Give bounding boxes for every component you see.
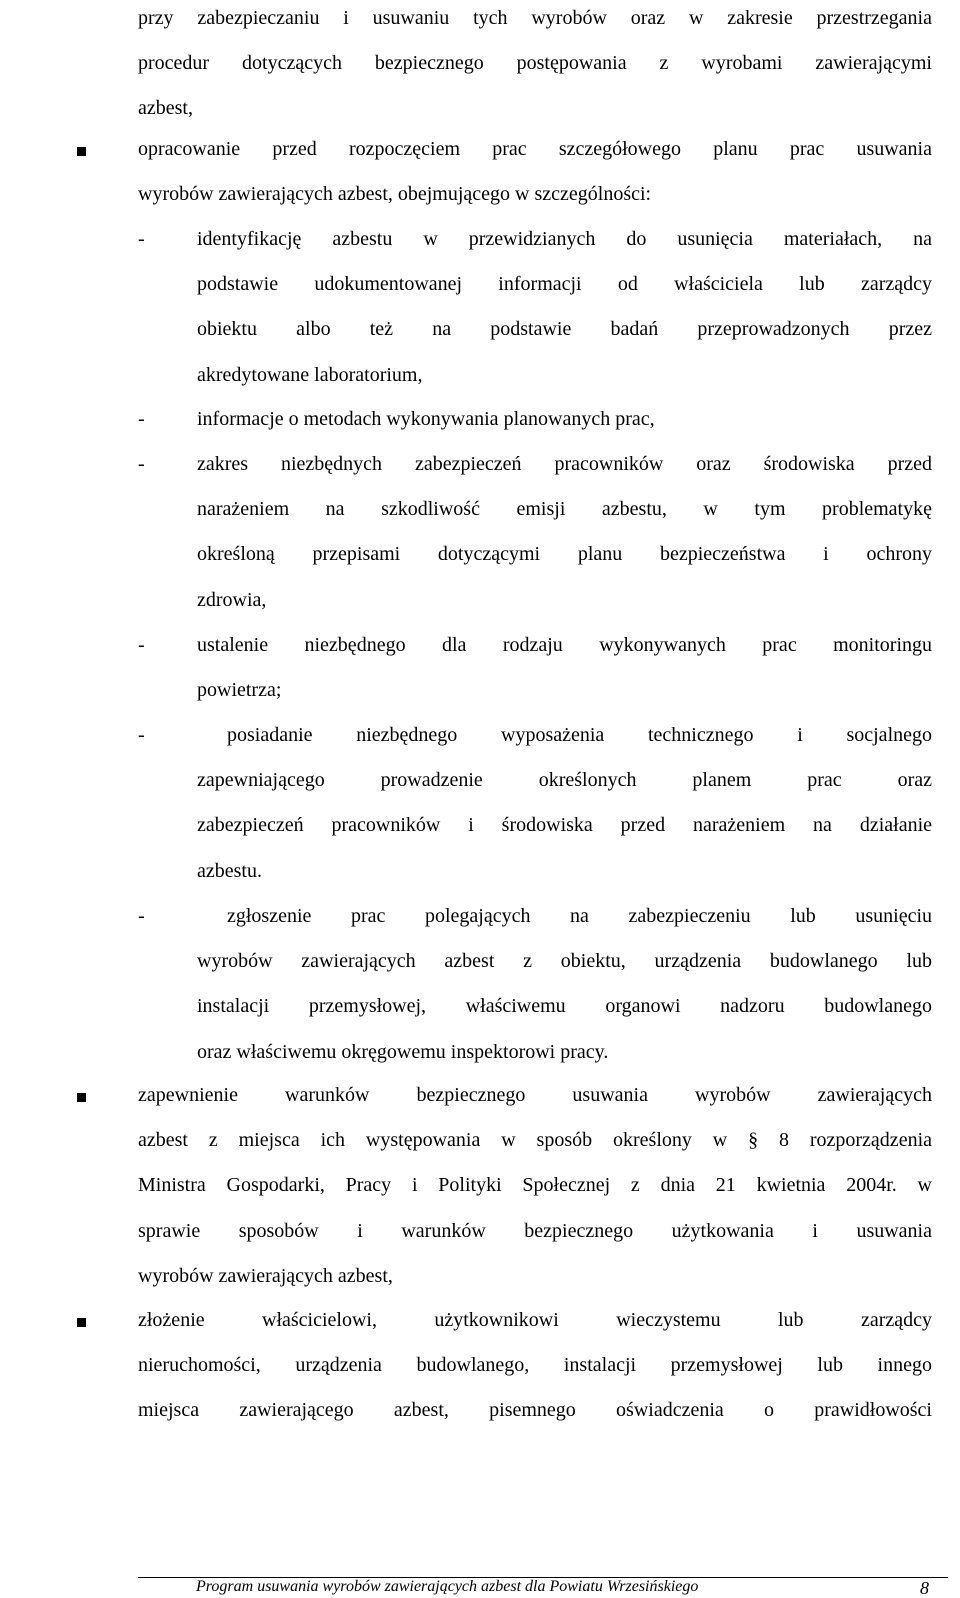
text-line: akredytowane laboratorium,: [197, 363, 423, 386]
text-line: zakres niezbędnych zabezpieczeń pracowników oraz środowiska przed: [197, 453, 932, 475]
text-line: ustalenie niezbędnego dla rodzaju wykonywanych prac monitoringu: [197, 634, 932, 656]
text-line: instalacji przemysłowej, właściwemu organowi nadzoru budowlanego: [197, 995, 932, 1018]
text-line: sprawie sposobów i warunków bezpiecznego użytkowania i usuwania: [138, 1219, 932, 1242]
text-line: podstawie udokumentowanej informacji od właściciela lub zarządcy: [197, 273, 932, 296]
bullet-item-plan: [138, 127, 932, 217]
dash-item-equipment: [197, 713, 932, 894]
bullet-item-conditions: [138, 1073, 932, 1299]
dash-marker: -: [138, 228, 145, 250]
square-bullet-icon: [77, 1093, 86, 1102]
dash-item-identification: [197, 217, 932, 398]
text-line: zapewniającego prowadzenie określonych planem prac oraz: [197, 769, 932, 792]
text-line: wyrobów zawierających azbest, obejmującego w szczególności:: [138, 183, 652, 206]
dash-marker: -: [138, 453, 145, 475]
footer-title: Program usuwania wyrobów zawierających azbest dla Powiatu Wrzesińskiego: [196, 1578, 699, 1595]
text-line: nieruchomości, urządzenia budowlanego, instalacji przemysłowej lub innego: [138, 1354, 932, 1377]
dash-marker: -: [138, 905, 145, 927]
text-line: Ministra Gospodarki, Pracy i Polityki Społecznej z dnia 21 kwietnia 2004r. w: [138, 1174, 932, 1197]
dash-marker: -: [138, 634, 145, 656]
text-line: zgłoszenie prac polegających na zabezpieczeniu lub usunięciu: [227, 905, 932, 927]
text-line: narażeniem na szkodliwość emisji azbestu, w tym problematykę: [197, 498, 932, 521]
dash-marker: -: [138, 408, 145, 430]
text-line: określoną przepisami dotyczącymi planu bezpieczeństwa i ochrony: [197, 543, 932, 566]
text-line: oraz właściwemu okręgowemu inspektorowi pracy.: [197, 1040, 609, 1063]
paragraph-top: [138, 0, 932, 132]
text-line: azbest,: [138, 97, 193, 120]
text-line: posiadanie niezbędnego wyposażenia technicznego i socjalnego: [227, 724, 932, 746]
text-line: azbest z miejsca ich występowania w sposób określony w § 8 rozporządzenia: [138, 1129, 932, 1152]
text-line: procedur dotyczących bezpiecznego postępowania z wyrobami zawierającymi: [138, 52, 932, 75]
text-line: zdrowia,: [197, 588, 267, 611]
text-line: wyrobów zawierających azbest,: [138, 1264, 393, 1287]
dash-marker: -: [138, 724, 145, 746]
text-line: powietrza;: [197, 679, 282, 702]
square-bullet-icon: [77, 1318, 86, 1327]
page-number: 8: [920, 1578, 929, 1598]
bullet-item-statement: [138, 1298, 932, 1434]
text-line: zapewnienie warunków bezpiecznego usuwania wyrobów zawierających: [138, 1084, 932, 1106]
square-bullet-icon: [77, 147, 86, 156]
text-line: miejsca zawierającego azbest, pisemnego oświadczenia o prawidłowości: [138, 1399, 932, 1422]
text-line: informacje o metodach wykonywania planowanych prac,: [197, 408, 655, 430]
dash-item-protection: [197, 442, 932, 623]
text-line: złożenie właścicielowi, użytkownikowi wieczystemu lub zarządcy: [138, 1309, 932, 1331]
dash-item-monitoring: [197, 623, 932, 713]
text-line: opracowanie przed rozpoczęciem prac szczegółowego planu prac usuwania: [138, 138, 932, 160]
text-line: zabezpieczeń pracowników i środowiska przed narażeniem na działanie: [197, 814, 932, 837]
text-line: identyfikację azbestu w przewidzianych do usunięcia materiałach, na: [197, 228, 932, 250]
text-line: przy zabezpieczaniu i usuwaniu tych wyrobów oraz w zakresie przestrzegania: [138, 7, 932, 29]
text-line: azbestu.: [197, 859, 262, 882]
text-line: wyrobów zawierających azbest z obiektu, urządzenia budowlanego lub: [197, 950, 932, 973]
dash-item-notification: [197, 894, 932, 1075]
text-line: obiektu albo też na podstawie badań przeprowadzonych przez: [197, 318, 932, 341]
dash-item-methods: [197, 397, 932, 442]
